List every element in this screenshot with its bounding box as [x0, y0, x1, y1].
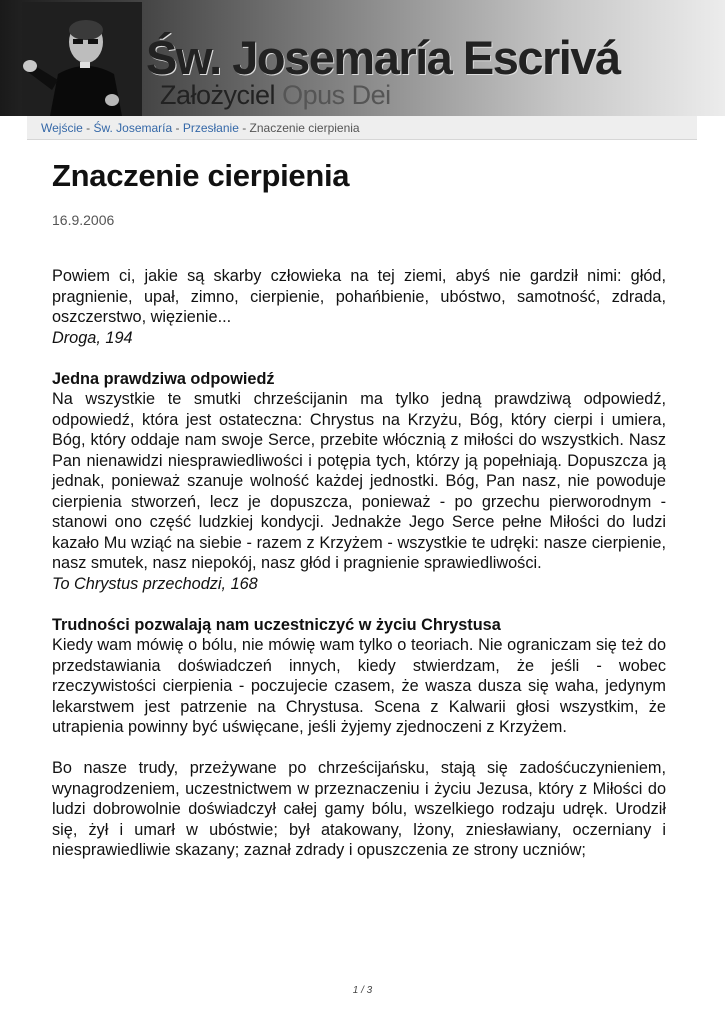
page-title: Znaczenie cierpienia	[52, 158, 350, 193]
article	[52, 158, 666, 861]
breadcrumb-separator: -	[172, 121, 183, 135]
publish-date: 16.9.2006	[52, 212, 115, 228]
site-subtitle	[160, 80, 391, 111]
breadcrumb-link-home[interactable]: Wejście	[41, 121, 83, 135]
site-title: Św. Josemaría Escrivá	[146, 31, 620, 84]
header-banner	[0, 0, 725, 116]
quote-paragraph: Powiem ci, jakie są skarby człowieka na tej ziemi, abyś nie gardził nimi: głód, pragnienie, upał, zimno, cierpienie, pohańbienie, ubóstwo, samotność, zdrada, oszczerstwo, więzienie...	[52, 267, 666, 326]
quote-source: To Chrystus przechodzi, 168	[52, 574, 258, 593]
portrait-photo	[22, 2, 142, 116]
quote-source: Droga, 194	[52, 328, 133, 347]
site-subtitle-b: Opus Dei	[282, 80, 391, 110]
breadcrumb-link-message[interactable]: Przesłanie	[182, 121, 239, 135]
paragraph: Bo nasze trudy, przeżywane po chrześcijańsku, stają się zadośćuczynieniem, wynagrodzeniem, uczestnictwem w przeznaczeniu i życiu Jezusa, który z Miłości do ludzi dobrowolnie doświadczył całej gamy bólu, wszelkiego rodzaju udręk. Urodził się, żył i umarł w ubóstwie; był atakowany, lżony, zniesławiany, oczerniany i niesprawiedliwie skazany; zaznał zdrady i opuszczenia ze strony uczniów;	[52, 759, 666, 859]
section-heading: Jedna prawdziwa odpowiedź	[52, 369, 275, 388]
section-heading: Trudności pozwalają nam uczestniczyć w życiu Chrystusa	[52, 615, 501, 634]
breadcrumb-separator: -	[82, 121, 94, 135]
breadcrumb	[27, 116, 697, 140]
page-number: 1 / 3	[352, 985, 373, 996]
breadcrumb-separator: -	[238, 121, 250, 135]
site-subtitle-a: Założyciel	[160, 80, 276, 110]
article-body	[52, 266, 666, 861]
breadcrumb-link-josemaria[interactable]: Św. Josemaría	[93, 121, 173, 135]
paragraph: Na wszystkie te smutki chrześcijanin ma tylko jedną prawdziwą odpowiedź, odpowiedź, która jest ostateczna: Chrystus na Krzyżu, Bóg, który cierpi i umiera, Bóg, który oddaje nam swoje Serce, przebite włócznią z miłości do wszystkich. Nasz Pan nienawidzi niesprawiedliwości i potępia tych, którzy ją popełniają. Dopuszcza ją jednak, ponieważ szanuje wolność każdej jednostki. Bóg, Pan nasz, nie powoduje cierpienia stworzeń, lecz je dopuszcza, ponieważ - po grzechu pierworodnym - stanowi ono część ludzkiej kondycji. Jednakże Jego Serce pełne Miłości do ludzi kazało Mu wziąć na siebie - razem z Krzyżem - wszystkie te udręki: nasze cierpienie, nasz smutek, nasz niepokój, nasz głód i pragnienie sprawiedliwości.	[52, 390, 666, 572]
breadcrumb-current: Znaczenie cierpienia	[249, 121, 360, 135]
paragraph: Kiedy wam mówię o bólu, nie mówię wam tylko o teoriach. Nie ograniczam się też do przedstawiania doświadczeń innych, kiedy stwierdzam, że jeśli - wobec rzeczywistości cierpienia - poczujecie czasem, że wasza dusza się waha, jedynym lekarstwem jest patrzenie na Chrystusa. Scena z Kalwarii głosi wszystkim, że utrapienia powinny być uświęcane, jeśli żyjemy zjednoczeni z Krzyżem.	[52, 636, 666, 736]
